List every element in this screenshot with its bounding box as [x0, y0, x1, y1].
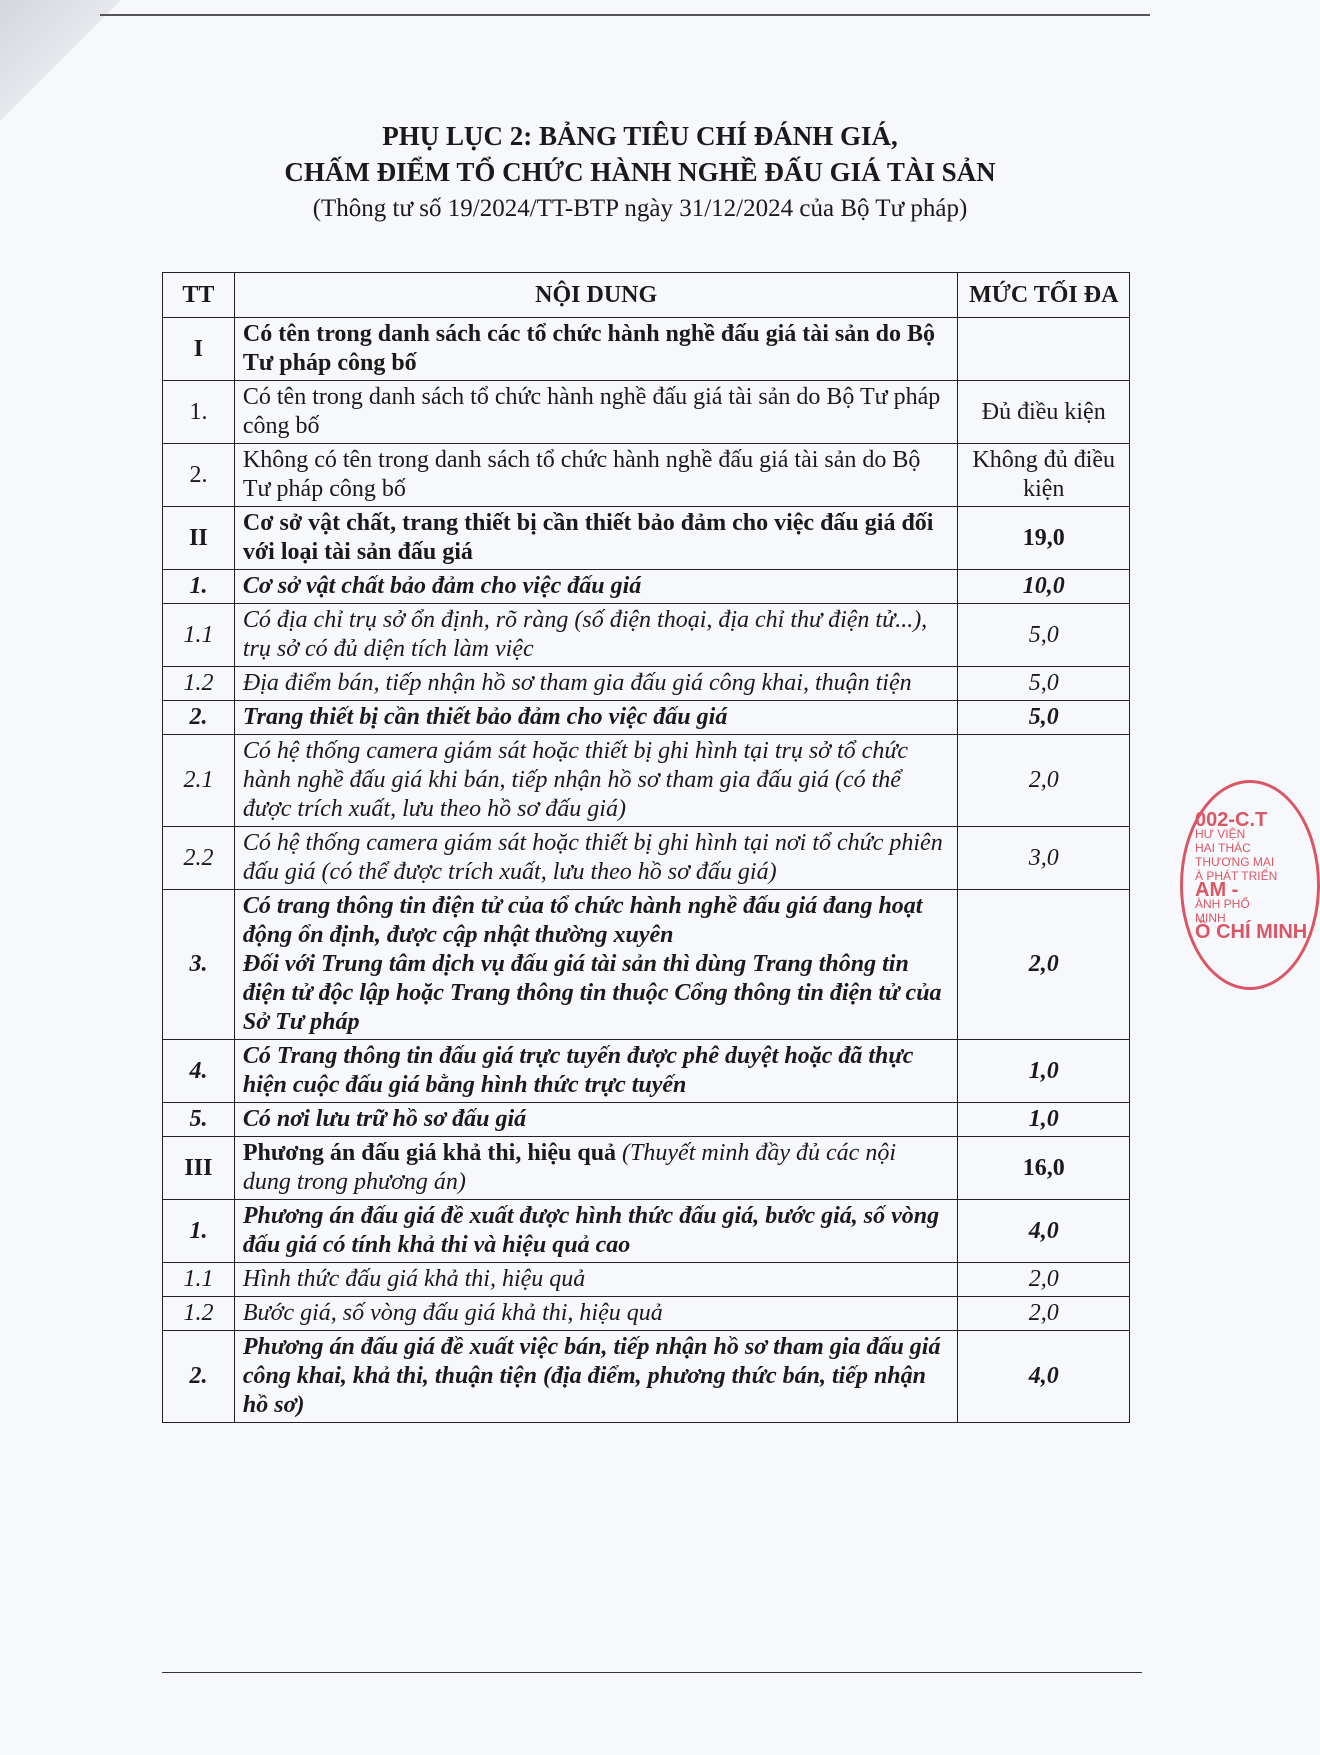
row-max-score: 5,0	[958, 701, 1130, 735]
row-content-text-2: Đối với Trung tâm dịch vụ đấu giá tài sản thì dùng Trang thông tin điện tử độc lập hoặc Trang thông tin thuộc Cổng thông tin điện tử của Sở Tư pháp	[242, 951, 942, 1035]
row-number: 5.	[163, 1103, 235, 1137]
row-max-score: 1,0	[958, 1103, 1130, 1137]
row-max-score: 2,0	[958, 1263, 1130, 1297]
row-content-text: Cơ sở vật chất, trang thiết bị cần thiết bảo đảm cho việc đấu giá đối với loại tài sản đấu giá	[242, 510, 934, 565]
row-number: II	[163, 507, 235, 570]
table-row	[163, 1263, 1130, 1297]
table-row	[163, 1297, 1130, 1331]
row-number: 4.	[163, 1040, 235, 1103]
row-number: 2.	[163, 701, 235, 735]
table-row	[163, 444, 1130, 507]
stamp-line: HAI THÁC	[1195, 841, 1251, 855]
stamp-line: THƯƠNG MẠI	[1195, 855, 1275, 869]
table-row	[163, 604, 1130, 667]
row-content-text: Có trang thông tin điện tử của tổ chức hành nghề đấu giá đang hoạt động ổn định, được cập nhật thường xuyên	[242, 893, 923, 948]
table-row	[163, 1137, 1130, 1200]
row-number: 1.2	[163, 1297, 235, 1331]
row-number: 2.2	[163, 827, 235, 890]
row-content-text: Có địa chỉ trụ sở ổn định, rõ ràng (số điện thoại, địa chỉ thư điện tử...), trụ sở có đủ diện tích làm việc	[242, 607, 928, 662]
stamp-line: À PHÁT TRIỂN	[1195, 869, 1278, 883]
row-content	[234, 1103, 958, 1137]
stamp-number: 002-C.T	[1195, 809, 1268, 831]
footer-rule	[162, 1672, 1142, 1673]
row-content-text: Trang thiết bị cần thiết bảo đảm cho việc đấu giá	[242, 704, 728, 730]
row-max-score: 5,0	[958, 604, 1130, 667]
row-number: 1.2	[163, 667, 235, 701]
document-header	[160, 118, 1120, 228]
page-edge-line	[100, 14, 1150, 16]
stamp-line: MINH	[1195, 911, 1226, 925]
red-seal-stamp	[1180, 780, 1320, 990]
row-number: 1.	[163, 570, 235, 604]
row-content	[234, 318, 958, 381]
header-tt: TT	[163, 273, 235, 318]
row-content-text: Có nơi lưu trữ hồ sơ đấu giá	[242, 1106, 527, 1132]
row-content	[234, 1200, 958, 1263]
row-number: III	[163, 1137, 235, 1200]
row-content	[234, 1297, 958, 1331]
table-row	[163, 735, 1130, 827]
row-content-note: (Thuyết minh đầy đủ các nội dung trong phương án)	[242, 1140, 896, 1195]
row-content-text: Không có tên trong danh sách tổ chức hành nghề đấu giá tài sản do Bộ Tư pháp công bố	[242, 447, 921, 502]
row-content-text: Có tên trong danh sách tổ chức hành nghề đấu giá tài sản do Bộ Tư pháp công bố	[242, 384, 941, 439]
page-corner-fold	[0, 0, 120, 130]
row-content	[234, 735, 958, 827]
table-row	[163, 318, 1130, 381]
row-content	[234, 381, 958, 444]
table-row	[163, 890, 1130, 1040]
row-max-score: 1,0	[958, 1040, 1130, 1103]
header-max: MỨC TỐI ĐA	[958, 273, 1130, 318]
row-max-score: 19,0	[958, 507, 1130, 570]
row-content-text: Phương án đấu giá đề xuất được hình thức đấu giá, bước giá, số vòng đấu giá có tính khả thi và hiệu quả cao	[242, 1203, 940, 1258]
row-max-score: 2,0	[958, 735, 1130, 827]
row-content	[234, 1137, 958, 1200]
row-number: 1.	[163, 1200, 235, 1263]
row-max-score: Không đủ điều kiện	[958, 444, 1130, 507]
row-number: 1.	[163, 381, 235, 444]
document-title-line2: CHẤM ĐIỂM TỔ CHỨC HÀNH NGHỀ ĐẤU GIÁ TÀI SẢN	[284, 157, 996, 187]
row-content-text: Địa điểm bán, tiếp nhận hồ sơ tham gia đấu giá công khai, thuận tiện	[242, 670, 912, 696]
stamp-line: Ồ CHÍ MINH	[1195, 921, 1308, 943]
row-content-text: Cơ sở vật chất bảo đảm cho việc đấu giá	[242, 573, 642, 599]
row-content	[234, 701, 958, 735]
row-number: 1.1	[163, 1263, 235, 1297]
criteria-table	[162, 272, 1130, 1423]
row-content-text: Có Trang thông tin đấu giá trực tuyến được phê duyệt hoặc đã thực hiện cuộc đấu giá bằng hình thức trực tuyến	[242, 1043, 914, 1098]
row-number: 1.1	[163, 604, 235, 667]
row-content	[234, 890, 958, 1040]
table-row	[163, 381, 1130, 444]
table-row	[163, 570, 1130, 604]
row-content	[234, 444, 958, 507]
row-content-text: Bước giá, số vòng đấu giá khả thi, hiệu quả	[242, 1300, 663, 1326]
row-number: 2.1	[163, 735, 235, 827]
row-content	[234, 1040, 958, 1103]
row-max-score: 16,0	[958, 1137, 1130, 1200]
row-content-text: Có tên trong danh sách các tổ chức hành nghề đấu giá tài sản do Bộ Tư pháp công bố	[242, 321, 935, 376]
header-content: NỘI DUNG	[234, 273, 958, 318]
row-content	[234, 827, 958, 890]
table-row	[163, 507, 1130, 570]
table-row	[163, 667, 1130, 701]
table-row	[163, 1200, 1130, 1263]
row-content-text: Phương án đấu giá khả thi, hiệu quả	[242, 1140, 617, 1166]
row-number: 2.	[163, 1331, 235, 1423]
stamp-line: HƯ VIỆN	[1195, 827, 1246, 841]
row-content	[234, 604, 958, 667]
row-max-score: 2,0	[958, 890, 1130, 1040]
row-max-score: 10,0	[958, 570, 1130, 604]
stamp-line: ÀNH PHỐ	[1195, 897, 1250, 911]
document-subtitle: (Thông tư số 19/2024/TT-BTP ngày 31/12/2024 của Bộ Tư pháp)	[312, 195, 968, 222]
row-max-score: 5,0	[958, 667, 1130, 701]
row-content-text: Hình thức đấu giá khả thi, hiệu quả	[242, 1266, 586, 1292]
row-content	[234, 507, 958, 570]
row-content	[234, 1331, 958, 1423]
row-max-score: 4,0	[958, 1200, 1130, 1263]
row-content	[234, 570, 958, 604]
row-number: 2.	[163, 444, 235, 507]
row-max-score	[958, 318, 1130, 381]
row-content-text: Phương án đấu giá đề xuất việc bán, tiếp nhận hồ sơ tham gia đấu giá công khai, khả thi, thuận tiện (địa điểm, phương thức bán, tiếp nhận hồ sơ)	[242, 1334, 941, 1418]
table-header-row	[163, 273, 1130, 318]
row-content	[234, 1263, 958, 1297]
table-row	[163, 701, 1130, 735]
table-row	[163, 1331, 1130, 1423]
stamp-line: AM -	[1195, 879, 1239, 901]
row-max-score: 3,0	[958, 827, 1130, 890]
table-row	[163, 827, 1130, 890]
row-content-text: Có hệ thống camera giám sát hoặc thiết bị ghi hình tại nơi tổ chức phiên đấu giá (có thể được trích xuất, lưu theo hồ sơ đấu giá)	[242, 830, 943, 885]
row-number: I	[163, 318, 235, 381]
row-content-text: Có hệ thống camera giám sát hoặc thiết bị ghi hình tại trụ sở tổ chức hành nghề đấu giá khi bán, tiếp nhận hồ sơ tham gia đấu giá (có thể được trích xuất, lưu theo hồ sơ đấu giá)	[242, 738, 909, 822]
row-max-score: Đủ điều kiện	[958, 381, 1130, 444]
document-title-line1: PHỤ LỤC 2: BẢNG TIÊU CHÍ ĐÁNH GIÁ,	[382, 121, 898, 151]
row-content	[234, 667, 958, 701]
row-number: 3.	[163, 890, 235, 1040]
row-max-score: 2,0	[958, 1297, 1130, 1331]
table-row	[163, 1040, 1130, 1103]
table-row	[163, 1103, 1130, 1137]
row-max-score: 4,0	[958, 1331, 1130, 1423]
